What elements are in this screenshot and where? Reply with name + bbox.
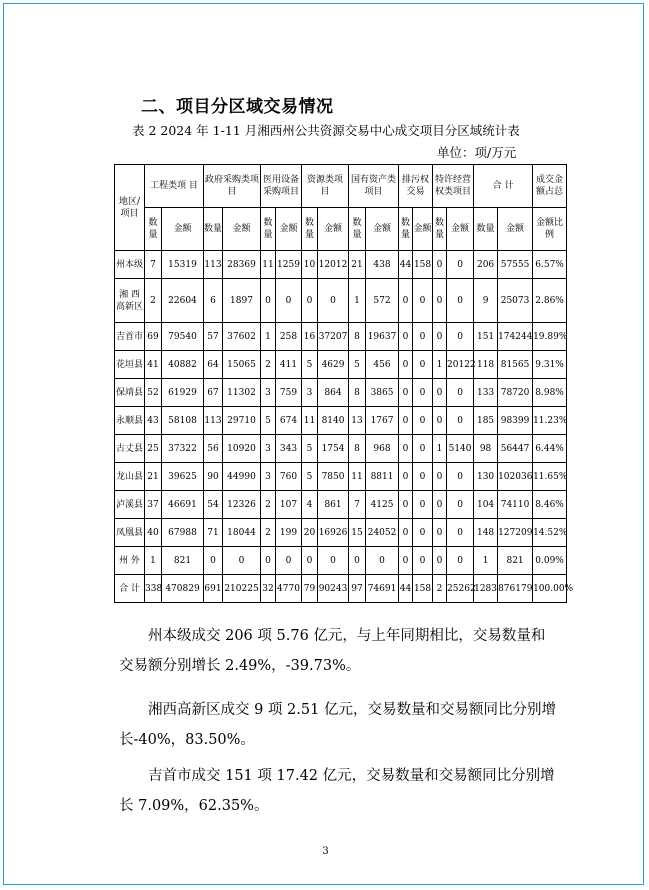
table-cell: 0 xyxy=(399,351,413,379)
header-amount: 金额 xyxy=(366,208,399,251)
table-cell: 37 xyxy=(145,491,162,519)
table-cell: 37207 xyxy=(318,323,349,351)
table-cell: 0 xyxy=(204,547,223,575)
table-cell: 37322 xyxy=(162,435,204,463)
table-cell: 25 xyxy=(145,435,162,463)
table-cell: 0 xyxy=(399,435,413,463)
region-stats-table xyxy=(114,164,574,603)
row-region-label: 泸溪县 xyxy=(115,491,145,519)
table-cell: 0 xyxy=(447,279,474,323)
table-cell: 338 xyxy=(145,575,162,603)
table-cell: 0 xyxy=(447,407,474,435)
table-cell: 3865 xyxy=(366,379,399,407)
table-cell: 3 xyxy=(302,379,318,407)
table-cell: 56 xyxy=(204,435,223,463)
table-cell: 11 xyxy=(261,251,276,279)
paragraph-3: 吉首市成交 151 项 17.42 亿元，交易数量和交易额同比分别增长 7.09%，62.35%。 xyxy=(119,768,555,814)
table-cell: 0 xyxy=(318,547,349,575)
table-row xyxy=(115,251,567,279)
table-cell: 67 xyxy=(204,379,223,407)
table-row xyxy=(115,279,567,323)
table-cell: 7 xyxy=(349,491,366,519)
table-cell: 185 xyxy=(474,407,498,435)
table-cell: 98399 xyxy=(498,407,533,435)
table-cell: 1 xyxy=(261,323,276,351)
table-cell: 107 xyxy=(276,491,302,519)
table-cell: 4770 xyxy=(276,575,302,603)
row-region-label: 保靖县 xyxy=(115,379,145,407)
table-cell: 0 xyxy=(413,435,433,463)
table-cell: 2 xyxy=(261,519,276,547)
table-cell: 18044 xyxy=(223,519,261,547)
table-cell: 3 xyxy=(261,463,276,491)
table-cell: 22604 xyxy=(162,279,204,323)
table-cell: 8.98% xyxy=(533,379,567,407)
table-cell: 1767 xyxy=(366,407,399,435)
table-cell: 19637 xyxy=(366,323,399,351)
table-cell: 759 xyxy=(276,379,302,407)
table-cell: 0 xyxy=(433,491,447,519)
table-cell: 2 xyxy=(433,575,447,603)
table-cell: 456 xyxy=(366,351,399,379)
table-cell: 13 xyxy=(349,407,366,435)
table-cell: 876179 xyxy=(498,575,533,603)
table-cell: 118 xyxy=(474,351,498,379)
table-cell: 41 xyxy=(145,351,162,379)
table-cell: 2 xyxy=(261,351,276,379)
table-cell: 57 xyxy=(204,323,223,351)
table-row xyxy=(115,491,567,519)
table-cell: 15319 xyxy=(162,251,204,279)
table-cell: 71 xyxy=(204,519,223,547)
table-cell: 0 xyxy=(413,491,433,519)
table-cell: 14.52% xyxy=(533,519,567,547)
table-cell: 0 xyxy=(399,323,413,351)
table-cell: 32 xyxy=(261,575,276,603)
table-cell: 0 xyxy=(302,279,318,323)
table-cell: 8.46% xyxy=(533,491,567,519)
table-cell: 10920 xyxy=(223,435,261,463)
table-cell: 0 xyxy=(413,379,433,407)
table-cell: 0 xyxy=(302,547,318,575)
page-number: 3 xyxy=(322,846,329,857)
table-cell: 40 xyxy=(145,519,162,547)
table-cell: 21 xyxy=(145,463,162,491)
header-amount: 金额 xyxy=(447,208,474,251)
table-cell: 0 xyxy=(318,279,349,323)
table-cell: 40882 xyxy=(162,351,204,379)
table-body xyxy=(115,251,574,603)
table-cell: 113 xyxy=(204,251,223,279)
table-cell: 16926 xyxy=(318,519,349,547)
table-cell: 0 xyxy=(399,519,413,547)
table-cell: 11.65% xyxy=(533,463,567,491)
table-cell: 15065 xyxy=(223,351,261,379)
table-cell: 10 xyxy=(302,251,318,279)
header-amount: 金额 xyxy=(276,208,302,251)
table-cell: 11 xyxy=(349,463,366,491)
table-cell: 3 xyxy=(261,379,276,407)
table-cell: 5140 xyxy=(447,435,474,463)
table-cell: 90243 xyxy=(318,575,349,603)
table-cell: 11 xyxy=(302,407,318,435)
table-cell: 5 xyxy=(302,463,318,491)
table-row xyxy=(115,519,567,547)
table-cell: 7 xyxy=(145,251,162,279)
table-cell: 1 xyxy=(349,279,366,323)
table-cell: 1897 xyxy=(223,279,261,323)
table-cell: 6.44% xyxy=(533,435,567,463)
table-cell: 1 xyxy=(433,435,447,463)
table-row xyxy=(115,547,567,575)
table-cell: 0 xyxy=(433,279,447,323)
table-cell: 0 xyxy=(433,547,447,575)
table-cell: 8 xyxy=(349,379,366,407)
table-cell: 28369 xyxy=(223,251,261,279)
table-row xyxy=(115,323,567,351)
header-qty: 数量 xyxy=(433,208,447,251)
row-region-label: 州本级 xyxy=(115,251,145,279)
table-cell: 29710 xyxy=(223,407,261,435)
table-row xyxy=(115,575,567,603)
table-cell: 11302 xyxy=(223,379,261,407)
header-amount: 金额 xyxy=(318,208,349,251)
table-cell: 0 xyxy=(433,251,447,279)
table-cell: 15 xyxy=(349,519,366,547)
table-row xyxy=(115,407,567,435)
table-cell: 25073 xyxy=(498,279,533,323)
table-cell: 8 xyxy=(349,323,366,351)
header-pollution: 排污权交易 xyxy=(399,165,433,208)
table-cell: 0 xyxy=(413,351,433,379)
table-cell: 861 xyxy=(318,491,349,519)
table-cell: 0 xyxy=(447,251,474,279)
header-qty: 数量 xyxy=(474,208,498,251)
table-cell: 67988 xyxy=(162,519,204,547)
table-cell: 2 xyxy=(261,491,276,519)
table-cell: 0 xyxy=(447,491,474,519)
table-cell: 0 xyxy=(433,463,447,491)
table-cell: 1283 xyxy=(474,575,498,603)
header-qty: 数量 xyxy=(145,208,162,251)
table-cell: 21 xyxy=(349,251,366,279)
table-cell: 127209 xyxy=(498,519,533,547)
table-cell: 0 xyxy=(276,547,302,575)
table-cell: 438 xyxy=(366,251,399,279)
table-cell: 1 xyxy=(433,351,447,379)
table-cell: 20 xyxy=(302,519,318,547)
table-cell: 133 xyxy=(474,379,498,407)
row-region-label: 古丈县 xyxy=(115,435,145,463)
table-cell: 24052 xyxy=(366,519,399,547)
header-qty: 数量 xyxy=(399,208,413,251)
header-medical: 医用设备采购项目 xyxy=(261,165,302,208)
table-cell: 12326 xyxy=(223,491,261,519)
table-cell: 411 xyxy=(276,351,302,379)
table-cell: 54 xyxy=(204,491,223,519)
table-cell: 0 xyxy=(399,279,413,323)
table-cell: 0 xyxy=(399,547,413,575)
header-resource: 资源类项 目 xyxy=(302,165,349,208)
table-cell: 151 xyxy=(474,323,498,351)
table-cell: 78720 xyxy=(498,379,533,407)
header-qty: 数量 xyxy=(349,208,366,251)
table-cell: 37602 xyxy=(223,323,261,351)
table-cell: 16 xyxy=(302,323,318,351)
table-cell: 104 xyxy=(474,491,498,519)
table-row xyxy=(115,435,567,463)
table-cell: 113 xyxy=(204,407,223,435)
table-cell: 674 xyxy=(276,407,302,435)
table-cell: 5 xyxy=(349,351,366,379)
row-region-label: 湘 西 高新区 xyxy=(115,279,145,323)
table-cell: 0 xyxy=(413,323,433,351)
table-cell: 97 xyxy=(349,575,366,603)
header-ratio-top: 成交金额占总 xyxy=(533,165,567,208)
table-cell: 69 xyxy=(145,323,162,351)
table-cell: 206 xyxy=(474,251,498,279)
table-cell: 130 xyxy=(474,463,498,491)
table-cell: 43 xyxy=(145,407,162,435)
table-cell: 158 xyxy=(413,575,433,603)
table-cell: 8811 xyxy=(366,463,399,491)
table-cell: 968 xyxy=(366,435,399,463)
table-cell: 0 xyxy=(433,323,447,351)
table-cell: 25262 xyxy=(447,575,474,603)
table-cell: 44 xyxy=(399,251,413,279)
table-cell: 0 xyxy=(276,279,302,323)
table-cell: 691 xyxy=(204,575,223,603)
table-cell: 1754 xyxy=(318,435,349,463)
table-cell: 0 xyxy=(447,323,474,351)
table-cell: 0 xyxy=(413,407,433,435)
table-cell: 0.09% xyxy=(533,547,567,575)
table-cell: 2.86% xyxy=(533,279,567,323)
table-cell: 19.89% xyxy=(533,323,567,351)
table-cell: 44 xyxy=(399,575,413,603)
table-cell: 0 xyxy=(399,407,413,435)
row-region-label: 州 外 xyxy=(115,547,145,575)
table-cell: 0 xyxy=(447,547,474,575)
table-cell: 470829 xyxy=(162,575,204,603)
table-cell: 46691 xyxy=(162,491,204,519)
table-cell: 572 xyxy=(366,279,399,323)
table-cell: 343 xyxy=(276,435,302,463)
table-cell: 0 xyxy=(433,519,447,547)
table-cell: 210225 xyxy=(223,575,261,603)
header-gov: 政府采购类项 目 xyxy=(204,165,261,208)
table-cell: 102036 xyxy=(498,463,533,491)
table-cell: 0 xyxy=(413,463,433,491)
table-cell: 61929 xyxy=(162,379,204,407)
table-cell: 12012 xyxy=(318,251,349,279)
paragraph-2: 湘西高新区成交 9 项 2.51 亿元，交易数量和交易额同比分别增长-40%，83.50%。 xyxy=(119,702,556,748)
table-cell: 11.23% xyxy=(533,407,567,435)
table-cell: 5 xyxy=(261,407,276,435)
header-amount: 金额 xyxy=(223,208,261,251)
table-cell: 98 xyxy=(474,435,498,463)
table-cell: 199 xyxy=(276,519,302,547)
row-region-label: 花垣县 xyxy=(115,351,145,379)
table-cell: 79540 xyxy=(162,323,204,351)
table-cell: 0 xyxy=(413,519,433,547)
header-franchise: 特许经营权类项目 xyxy=(433,165,474,208)
table-cell: 9.31% xyxy=(533,351,567,379)
table-cell: 44990 xyxy=(223,463,261,491)
table-cell: 1 xyxy=(145,547,162,575)
table-cell: 100.00% xyxy=(533,575,567,603)
header-qty: 数量 xyxy=(261,208,276,251)
table-cell: 0 xyxy=(261,279,276,323)
table-cell: 0 xyxy=(433,379,447,407)
row-region-label: 凤凰县 xyxy=(115,519,145,547)
table-cell: 9 xyxy=(474,279,498,323)
table-cell: 0 xyxy=(399,463,413,491)
table-row xyxy=(115,463,567,491)
table-cell: 74691 xyxy=(366,575,399,603)
section-title: 二、项目分区域交易情况 xyxy=(141,97,334,117)
table-cell: 821 xyxy=(162,547,204,575)
table-cell: 760 xyxy=(276,463,302,491)
table-cell: 0 xyxy=(399,379,413,407)
paragraph-1: 州本级成交 206 项 5.76 亿元，与上年同期相比，交易数量和交易额分别增长 2.49%，-39.73%。 xyxy=(119,628,546,674)
table-cell: 90 xyxy=(204,463,223,491)
row-region-label: 合 计 xyxy=(115,575,145,603)
table-cell: 1259 xyxy=(276,251,302,279)
table-cell: 0 xyxy=(447,519,474,547)
row-region-label: 龙山县 xyxy=(115,463,145,491)
header-total: 合 计 xyxy=(474,165,533,208)
table-cell: 2 xyxy=(145,279,162,323)
table-cell: 158 xyxy=(413,251,433,279)
row-region-label: 永顺县 xyxy=(115,407,145,435)
header-amount: 金额 xyxy=(498,208,533,251)
table-cell: 74110 xyxy=(498,491,533,519)
header-state: 国有资产类项目 xyxy=(349,165,399,208)
table-cell: 79 xyxy=(302,575,318,603)
document-page xyxy=(3,3,644,885)
table-cell: 821 xyxy=(498,547,533,575)
table-cell: 0 xyxy=(413,547,433,575)
table-cell: 0 xyxy=(349,547,366,575)
table-cell: 81565 xyxy=(498,351,533,379)
header-region: 地区/项目 xyxy=(115,165,145,251)
header-qty: 数量 xyxy=(204,208,223,251)
table-cell: 0 xyxy=(261,547,276,575)
row-region-label: 吉首市 xyxy=(115,323,145,351)
table-cell: 4 xyxy=(302,491,318,519)
table-cell: 0 xyxy=(413,279,433,323)
header-qty: 数量 xyxy=(302,208,318,251)
table-cell: 57555 xyxy=(498,251,533,279)
table-cell: 1 xyxy=(474,547,498,575)
table-cell: 5 xyxy=(302,435,318,463)
table-row xyxy=(115,351,567,379)
table-cell: 5 xyxy=(302,351,318,379)
table-cell: 4629 xyxy=(318,351,349,379)
header-amount: 金额 xyxy=(162,208,204,251)
table-cell: 0 xyxy=(433,407,447,435)
table-cell: 148 xyxy=(474,519,498,547)
header-engineering: 工程类项 目 xyxy=(145,165,204,208)
table-cell: 64 xyxy=(204,351,223,379)
table-cell: 8140 xyxy=(318,407,349,435)
table-cell: 6.57% xyxy=(533,251,567,279)
table-cell: 4125 xyxy=(366,491,399,519)
table-cell: 258 xyxy=(276,323,302,351)
header-ratio-bottom: 金额比例 xyxy=(533,208,567,251)
table-cell: 56447 xyxy=(498,435,533,463)
table-cell: 864 xyxy=(318,379,349,407)
header-amount: 金额 xyxy=(413,208,433,251)
table-cell: 0 xyxy=(447,379,474,407)
table-row xyxy=(115,379,567,407)
table-cell: 174244 xyxy=(498,323,533,351)
table-cell: 58108 xyxy=(162,407,204,435)
table-cell: 3 xyxy=(261,435,276,463)
table-cell: 7850 xyxy=(318,463,349,491)
table-cell: 0 xyxy=(399,491,413,519)
table-cell: 0 xyxy=(447,463,474,491)
unit-label: 单位：项/万元 xyxy=(437,145,517,160)
table-title: 表 2 2024 年 1-11 月湘西州公共资源交易中心成交项目分区域统计表 xyxy=(132,123,520,138)
table-cell: 0 xyxy=(223,547,261,575)
table-cell: 8 xyxy=(349,435,366,463)
table-cell: 52 xyxy=(145,379,162,407)
table-cell: 6 xyxy=(204,279,223,323)
table-cell: 39625 xyxy=(162,463,204,491)
table-cell: 20122 xyxy=(447,351,474,379)
table-cell: 0 xyxy=(366,547,399,575)
